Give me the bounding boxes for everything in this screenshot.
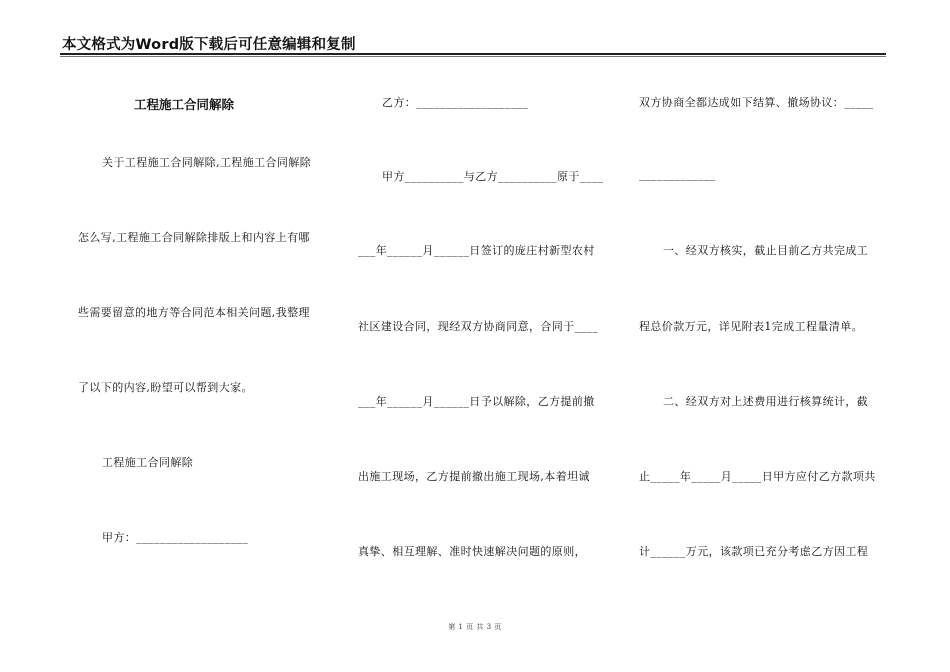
- paragraph-line: 了以下的内容,盼望可以帮到大家。: [78, 381, 253, 394]
- paragraph-line: 程总价款万元，详见附表1完成工程量清单。: [639, 320, 863, 333]
- paragraph-line: 计______万元，该款项已充分考虑乙方因工程: [639, 545, 869, 558]
- paragraph-line: 出施工现场，乙方提前撤出施工现场,本着坦诚: [358, 470, 590, 483]
- paragraph-line: 怎么写,工程施工合同解除排版上和内容上有哪: [78, 231, 310, 244]
- paragraph-line: 真挚、相互理解、准时快速解决问题的原则，: [358, 545, 586, 558]
- header-rule-bottom: [60, 56, 886, 57]
- paragraph-line: ___年______月______日签订的庞庄村新型农村: [358, 244, 595, 257]
- paragraph-line: 二、经双方对上述费用进行核算统计，截: [663, 395, 869, 408]
- paragraph-line: 些需要留意的地方等合同范本相关问题,我整理: [78, 306, 310, 319]
- header-title: 本文格式为Word版下载后可任意编辑和复制: [62, 37, 356, 53]
- paragraph-line: 双方协商全都达成如下结算、撤场协议：_____: [639, 96, 874, 109]
- paragraph-line: _____________: [639, 168, 716, 181]
- party-a-field: 甲方：___________________: [102, 531, 249, 544]
- document-title: 工程施工合同解除: [134, 97, 235, 112]
- party-b-field: 乙方：___________________: [382, 96, 529, 109]
- paragraph-line: 一、经双方核实，截止目前乙方共完成工: [663, 244, 869, 257]
- paragraph-line: 止_____年_____月_____日甲方应付乙方款项共: [639, 470, 876, 483]
- paragraph-line: 社区建设合同，现经双方协商同意，合同于____: [358, 320, 599, 333]
- paragraph-line: 关于工程施工合同解除,工程施工合同解除: [102, 156, 312, 169]
- page-footer: 第 1 页 共 3 页: [448, 623, 502, 631]
- paragraph-line: ___年______月______日予以解除，乙方提前撤: [358, 395, 595, 408]
- paragraph-line: 甲方__________与乙方__________原于____: [382, 170, 604, 183]
- section-heading: 工程施工合同解除: [102, 456, 194, 469]
- header-rule-top: [60, 53, 886, 55]
